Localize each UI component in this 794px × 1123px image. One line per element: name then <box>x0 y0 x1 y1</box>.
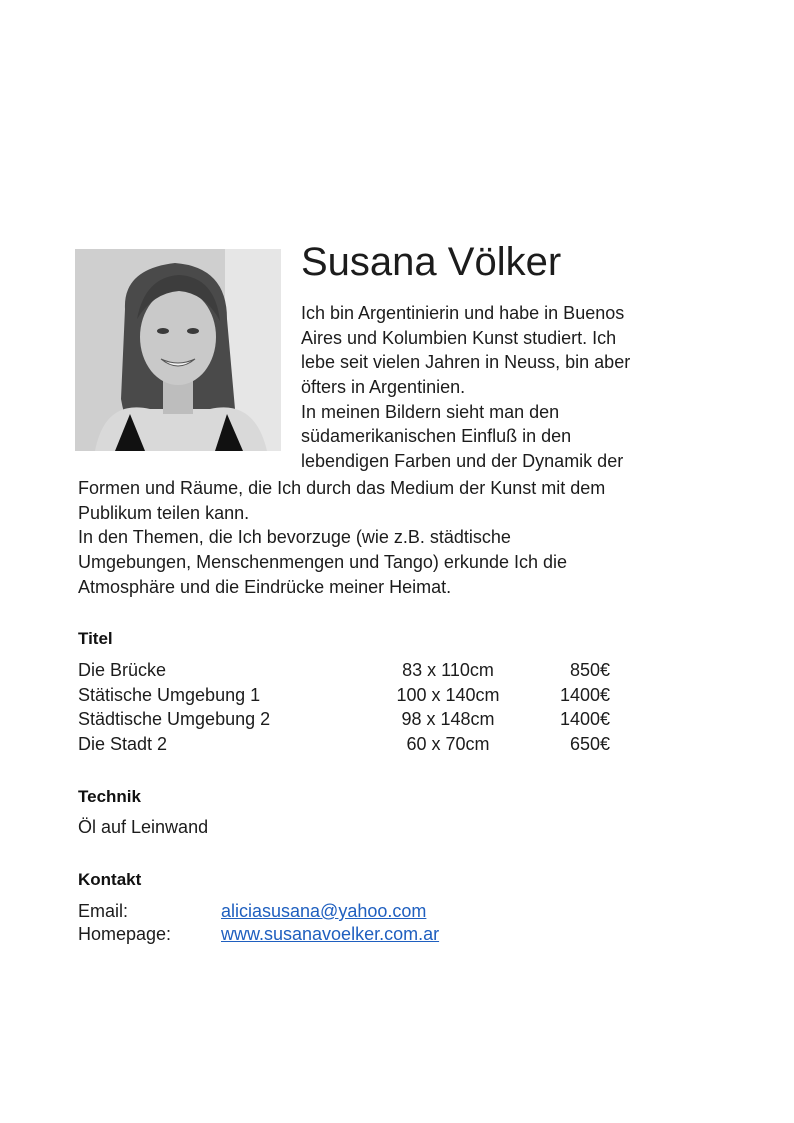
work-title: Städtische Umgebung 2 <box>78 709 271 730</box>
email-label: Email: <box>78 901 129 921</box>
work-price: 1400€ <box>559 684 610 705</box>
contact-block <box>78 900 498 946</box>
technique-value: Öl auf Leinwand <box>78 817 209 837</box>
work-row <box>78 707 638 732</box>
work-row <box>78 732 638 757</box>
work-size: 60 x 70cm <box>406 734 490 755</box>
work-price: 650€ <box>569 734 610 755</box>
work-price: 850€ <box>569 660 610 680</box>
artist-name: Susana Völker <box>301 240 562 284</box>
bio-text-upper <box>301 301 630 474</box>
portrait-photo <box>75 249 281 451</box>
work-title: Stätische Umgebung 1 <box>78 684 261 705</box>
bio-line: Umgebungen, Menschenmengen und Tango) erkunde Ich die <box>78 552 568 573</box>
work-title: Die Stadt 2 <box>78 734 168 755</box>
work-row <box>78 658 638 683</box>
bio-text-lower <box>78 476 605 599</box>
email-link[interactable]: aliciasusana@yahoo.com <box>221 901 427 921</box>
contact-heading: Kontakt <box>78 870 142 889</box>
homepage-label: Homepage: <box>78 924 172 944</box>
bio-line: Aires und Kolumbien Kunst studiert. Ich <box>301 327 617 348</box>
bio-line: Atmosphäre und die Eindrücke meiner Heimat. <box>78 576 452 597</box>
work-row <box>78 683 638 708</box>
work-size: 98 x 148cm <box>401 709 495 730</box>
bio-line: Ich bin Argentinierin und habe in Buenos <box>301 303 625 323</box>
work-price: 1400€ <box>559 709 610 730</box>
bio-line: lebendigen Farben und der Dynamik der <box>301 451 624 472</box>
contact-email-row <box>78 900 498 923</box>
work-size: 83 x 110cm <box>402 660 494 680</box>
works-heading: Titel <box>78 629 113 648</box>
bio-line: Publikum teilen kann. <box>78 502 250 523</box>
work-size: 100 x 140cm <box>396 684 500 705</box>
homepage-link[interactable]: www.susanavoelker.com.ar <box>221 924 440 944</box>
bio-line: In den Themen, die Ich bevorzuge (wie z.B. städtische <box>78 527 511 548</box>
bio-line: In meinen Bildern sieht man den <box>301 401 560 422</box>
technique-heading: Technik <box>78 787 141 806</box>
work-title: Die Brücke <box>78 660 167 680</box>
works-list <box>78 658 638 757</box>
bio-line: südamerikanischen Einfluß in den <box>301 426 572 447</box>
bio-line: Formen und Räume, die Ich durch das Medium der Kunst mit dem <box>78 478 606 498</box>
bio-line: öfters in Argentinien. <box>301 377 466 398</box>
bio-line: lebe seit vielen Jahren in Neuss, bin aber <box>301 352 631 373</box>
contact-homepage-row <box>78 923 498 946</box>
